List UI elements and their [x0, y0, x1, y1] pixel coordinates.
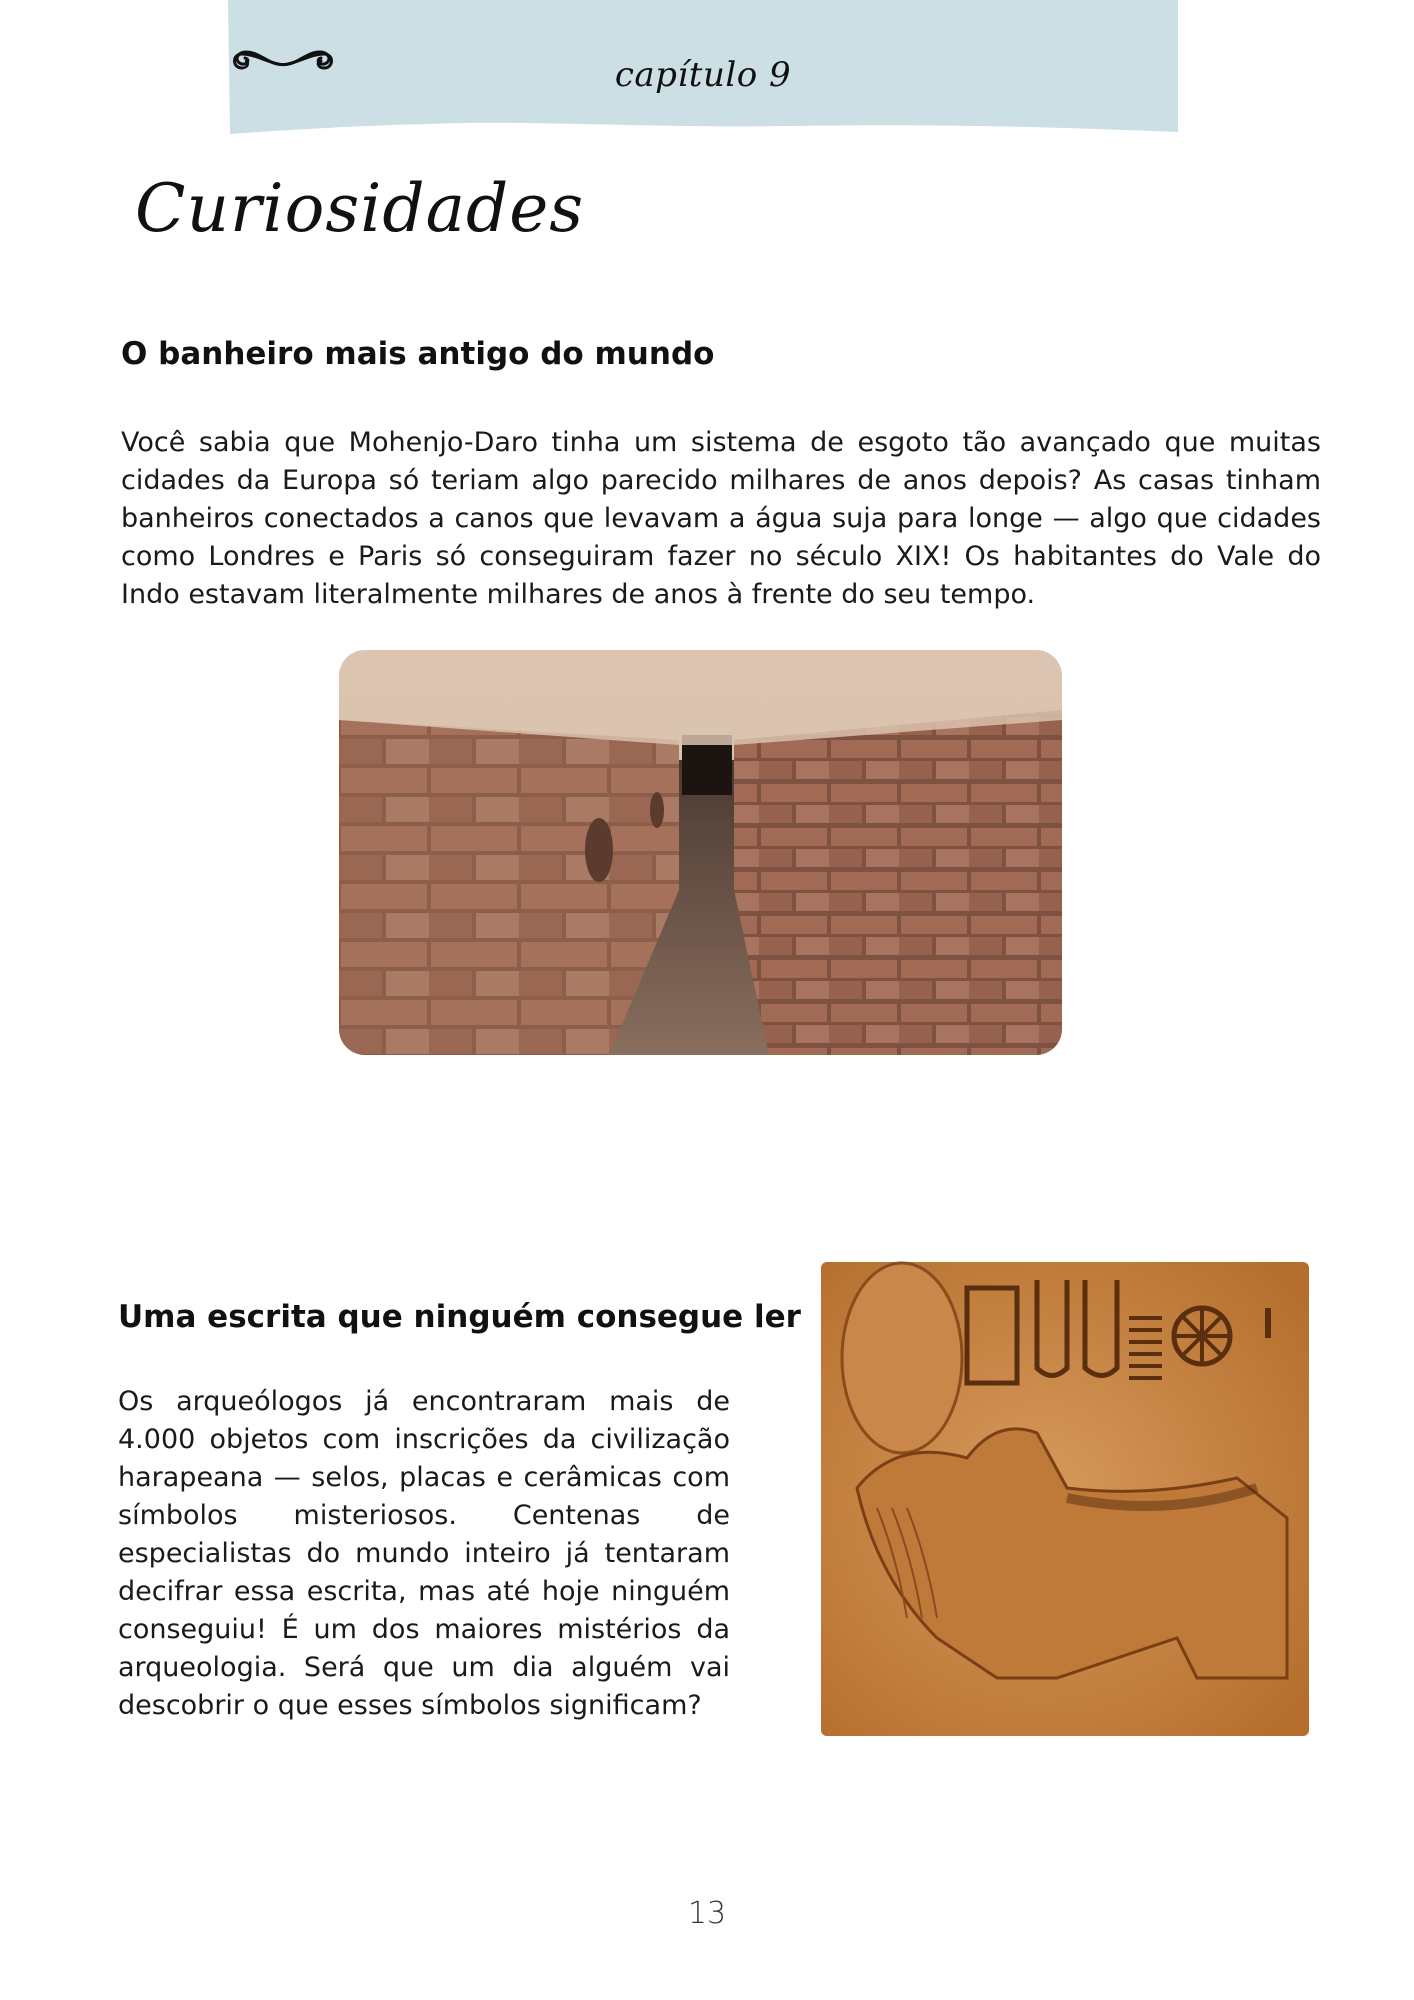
indus-seal-illustration: [817, 1258, 1313, 1740]
page-title: Curiosidades: [135, 170, 585, 247]
page-number: 13: [687, 1896, 727, 1931]
brick-drain-illustration: [339, 650, 1062, 1055]
chapter-banner: [228, 0, 1178, 135]
section-body-script: Os arqueólogos já encontraram mais de 4.000 objetos com inscrições da civilização harapeana — selos, placas e cerâmicas com símbolos misteriosos. Centenas de especialistas do mundo inteiro já tentaram decifrar essa escrita, mas até hoje ninguém conseguiu! É um dos maiores mistérios da arqueologia. Será que um dia alguém vai descobrir o que esses símbolos significam?: [118, 1386, 730, 1721]
section-body-bathroom: Você sabia que Mohenjo-Daro tinha um sistema de esgoto tão avançado que muitas cidades da Europa só teriam algo parecido milhares de anos depois? As casas tinham banheiros conectados a canos que levavam a água suja para longe — algo que cidades como Londres e Paris só conseguiram fazer no século XIX! Os habitantes do Vale do Indo estavam literalmente milhares de anos à frente do seu tempo.: [121, 427, 1321, 610]
chapter-label: capítulo 9: [614, 55, 792, 95]
right-swirl-icon: [228, 40, 338, 80]
indus-seal-image: [817, 1258, 1313, 1740]
section-heading-bathroom: O banheiro mais antigo do mundo: [121, 336, 715, 372]
section-heading-script: Uma escrita que ninguém consegue ler: [118, 1299, 801, 1335]
chapter-heading: [228, 40, 1178, 110]
brick-drain-image: [339, 650, 1062, 1055]
